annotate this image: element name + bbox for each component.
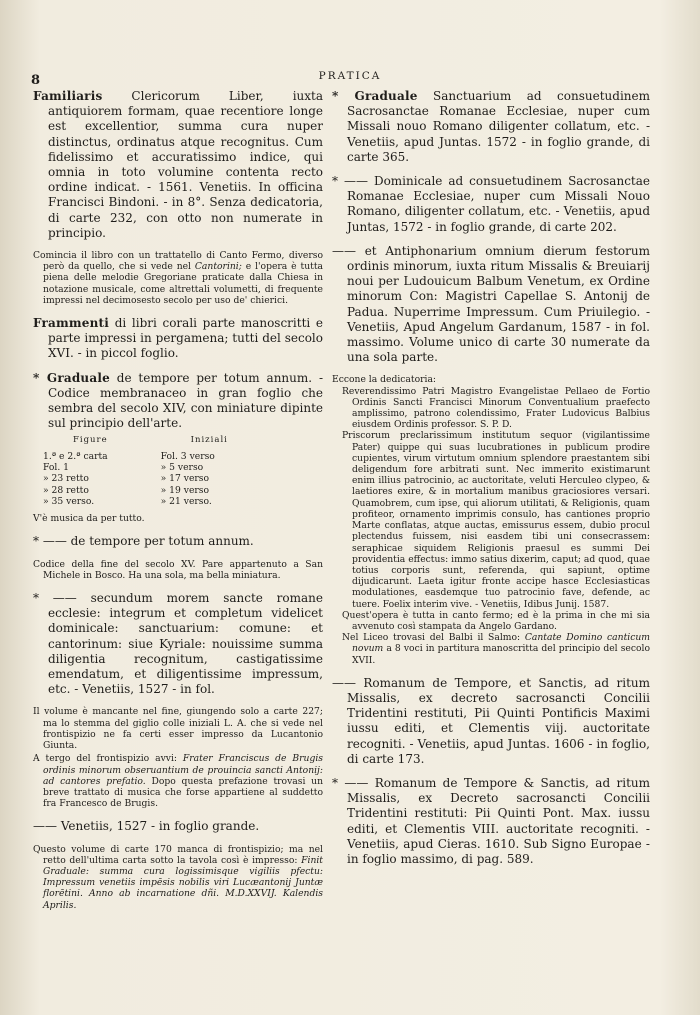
left-column bbox=[33, 89, 323, 921]
entry-lead: * Graduale bbox=[332, 89, 418, 103]
note-text: Dopo questa prefazione trovasi un breve trattato di musica che forse appartiene al suddetto fra Francesco de Brugis. bbox=[43, 775, 323, 810]
right-column bbox=[332, 89, 650, 876]
table-cell: » 35 verso. bbox=[43, 495, 95, 507]
table-cell: » 23 retto bbox=[43, 473, 89, 485]
entry-frammenti bbox=[33, 316, 323, 362]
note-volume-mancante: Il volume è mancante nel fine, giungendo solo a carte 227; ma lo stemma del giglio colle iniziali L. A. che si vede nel frontispizio ne fa certi esser impresso da Lucantonio Giunta. bbox=[33, 706, 323, 752]
table-row bbox=[43, 451, 283, 462]
table-cell: 1.ª e 2.ª carta bbox=[43, 450, 108, 462]
table-cell: » 21 verso. bbox=[160, 495, 212, 507]
note-italic: Frater Franciscus de Brugis ordinis minorum obseruantium de prouincia sancti Antonij: ad cantores prefatio. bbox=[43, 753, 323, 787]
entry-graduale-sanctuarium bbox=[332, 89, 650, 165]
table-row bbox=[43, 473, 283, 484]
entry-dominicale: * —— Dominicale ad consuetudinem Sacrosanctae Romanae Ecclesiae, nuper cum Missali Nouo Romano, diligenter collatum, etc. - Venetiis, apud Juntas, 1572 - in foglio grande, di carte 202. bbox=[332, 174, 650, 234]
running-title: PRATICA bbox=[318, 70, 382, 82]
entry-antiphonarium: —— et Antiphonarium omnium dierum festorum ordinis minorum, iuxta ritum Missalis & Breuiarij noui per Ludouicum Balbum Venetum, ex Ordine minorum Con: Magistri Capellae S. Antonij de Padua. Nuperrime Impressum. Cum Priuilegio. - Venetiis, Apud Angelum Gardanum, 1587 - in fol. massimo. Volume unico di carte 30 numerate da una sola parte. bbox=[332, 243, 650, 365]
note-text: Comincia il libro con un trattatello di Canto Fermo, diverso però da quello, che si vede nel bbox=[33, 250, 323, 273]
note-musica: V'è musica da per tutto. bbox=[33, 513, 145, 525]
note-text: Nel Liceo trovasi del Balbi il Salmo: bbox=[342, 632, 525, 644]
entry-romanum-1610: * —— Romanum de Tempore & Sanctis, ad ritum Missalis, ex Decreto sacrosancti Concilii Tridentini restituti: Pii Quinti Pont. Max. iussu editi, et Clementis VIII. auctoritate recogniti. - Venetiis, apud Cieras. 1610. Sub Signo Europae - in foglio massimo, di pag. 589. bbox=[332, 775, 650, 866]
note-liceo-balbi bbox=[342, 632, 650, 666]
note-carte-170 bbox=[33, 844, 323, 911]
note-italic: Cantate Domino canticum novum bbox=[352, 632, 650, 655]
table-cell: » 28 retto bbox=[43, 484, 89, 496]
note-italic: Cantorini; bbox=[194, 261, 242, 273]
entry-lead: * Graduale bbox=[33, 370, 110, 385]
entry-text: di libri corali parte manoscritti e parte impressi in pergamena; tutti del secolo XVI. - in piccol foglio. bbox=[48, 316, 323, 361]
table-row bbox=[43, 462, 283, 473]
note-text: a 8 voci in partitura manoscritta del principio del secolo XVII. bbox=[352, 643, 650, 666]
dedication-label: Eccone la dedicatoria: bbox=[332, 374, 437, 386]
note-codice-xv: Codice della fine del secolo XV. Pare appartenuto a San Michele in Bosco. Ha una sola, ma bella miniatura. bbox=[33, 558, 323, 581]
entry-romanum-1606: —— Romanum de Tempore, et Sanctis, ad ritum Missalis, ex decreto sacrosancti Concilii Tridentini restituti, Pii Quinti Pontificis Maximi iussu editi, et Clementis viij. auctoritate recogniti. - Venetiis, apud Juntas. 1606 - in foglio, di carte 173. bbox=[332, 675, 650, 766]
note-text: e l'opera è tutta piena delle melodie Gregoriane praticate dalla Chiesa in notazione musicale, come altrettali volumetti, di frequente impressi nel decimosesto secolo per uso de' chierici. bbox=[43, 261, 323, 306]
entry-text: Clericorum Liber, iuxta antiquiorem formam, quae recentiore longe est excellentior, summa cura nuper distinctus, ordinatus atque recognitus. Cum fidelissimo et accuratissimo indice, qui omnia in toto volumine contenta recto ordine indicat. - 1561. Venetiis. In officina Francisci Bindoni. - in 8°. Senza dedicatoria, di carte 232, con otto non numerate in principio. bbox=[48, 89, 323, 240]
note-canto-fermo-gardano: Quest'opera è tutta in canto fermo; ed è la prima in che mi sia avvenuto così stampata da Angelo Gardano. bbox=[342, 609, 650, 632]
entry-lead: Familiaris bbox=[33, 89, 103, 103]
table-cell: » 19 verso bbox=[160, 484, 210, 496]
entry-venetiis-1527: —— Venetiis, 1527 - in foglio grande. bbox=[33, 819, 260, 834]
note-text: A tergo del frontispizio avvi: bbox=[33, 753, 183, 765]
note-tergo-frontispizio bbox=[33, 753, 323, 809]
note-text: Questo volume di carte 170 manca di frontispizio; ma nel retto dell'ultima carta sotto la tavola così è impresso: bbox=[33, 843, 323, 866]
table-header: Iniziali bbox=[190, 435, 228, 446]
figures-table bbox=[43, 435, 283, 507]
table-cell: » 17 verso bbox=[160, 473, 210, 485]
note-italic: Finit Graduale: summa cura logissimisque vigiliis pfectu: Impressum venetiis impēsis nobilis viri Lucæantonij Juntæ florētini. Anno ab incarnatione dñi. M.D.XXVIJ. Kalendis Aprilis. bbox=[43, 854, 323, 911]
table-cell: Fol. 1 bbox=[43, 462, 70, 474]
entry-text: Sanctuarium ad consuetudinem Sacrosanctae Romanae Ecclesiae, nuper cum Missali nouo Romano diligenter collatum, etc. - Venetiis, apud Juntas. 1572 - in foglio grande, di carte 365. bbox=[347, 89, 650, 164]
page-number: 8 bbox=[31, 73, 41, 88]
entry-de-tempore: * —— de tempore per totum annum. bbox=[33, 534, 254, 549]
note-canto-fermo bbox=[33, 250, 323, 306]
table-row bbox=[43, 496, 283, 507]
entry-familiaris bbox=[33, 89, 323, 241]
dedication-address: Reverendissimo Patri Magistro Evangelistae Pellaeo de Fortio Ordinis Sancti Francisci Minorum Conventualium praefecto amplissimo, patrono colendissimo, Frater Ludovicus Balbius eiusdem Ordinis professor. S. P. D. bbox=[342, 385, 650, 431]
entry-lead: Frammenti bbox=[33, 316, 110, 331]
entry-text: de tempore per totum annum. - Codice membranaceo in gran foglio che sembra del secolo XIV, con miniature dipinte sul principio dell'arte. bbox=[48, 370, 323, 431]
entry-secundum-morem: * —— secundum morem sancte romane ecclesie: integrum et completum videlicet dominicale: sanctuarium: comune: et cantorinum: siue Kyriale: nouissime summa diligentia recognitum, castigatissime emendatum, et diligentissime impressum, etc. - Venetiis, 1527 - in fol. bbox=[33, 591, 323, 697]
table-header: Figure bbox=[73, 435, 108, 446]
dedication-body: Priscorum preclarissimum institutum sequor (vigilantissime Pater) quippe qui suas lucubrationes in publicum prodire cupientes, virum virtutum omnium splendore praestantem sibi deligendum fore arbitrati sunt. Nec immerito existimarunt enim illius patrocinio, ac auctoritate, veluti Herculeo clypeo, & laetiores exire, & in mortalium manibus graciosiores versari. Quamobrem, cum ipse, qui aliorum utilitati, & Religionis, quam profiteor, ornamento imprimis consulo, has cantiones proprio Marte conflatas, atque auctas, emissurus essem, dubio procul plectendus fuissem, nisi easdem tibi uni consecrassem: seraphicae siquidem Religionis praesul es summi Dei providentia effectus: immo satius dixerim, caput; ad quod, quae totius corporis sunt, referenda, qui sapiunt, optime dijudicarunt. Laeta igitur fronte accipe hasce Ecclesiasticas modulationes, easdemque tuo patrocinio fave, defende, ac tuere. Foelix interim vive. - Venetiis, Idibus Junij. 1587. bbox=[342, 430, 650, 610]
table-cell: » 5 verso bbox=[160, 462, 204, 474]
entry-graduale-codice bbox=[33, 371, 323, 432]
table-row bbox=[43, 485, 283, 496]
table-cell: Fol. 3 verso bbox=[160, 450, 215, 462]
